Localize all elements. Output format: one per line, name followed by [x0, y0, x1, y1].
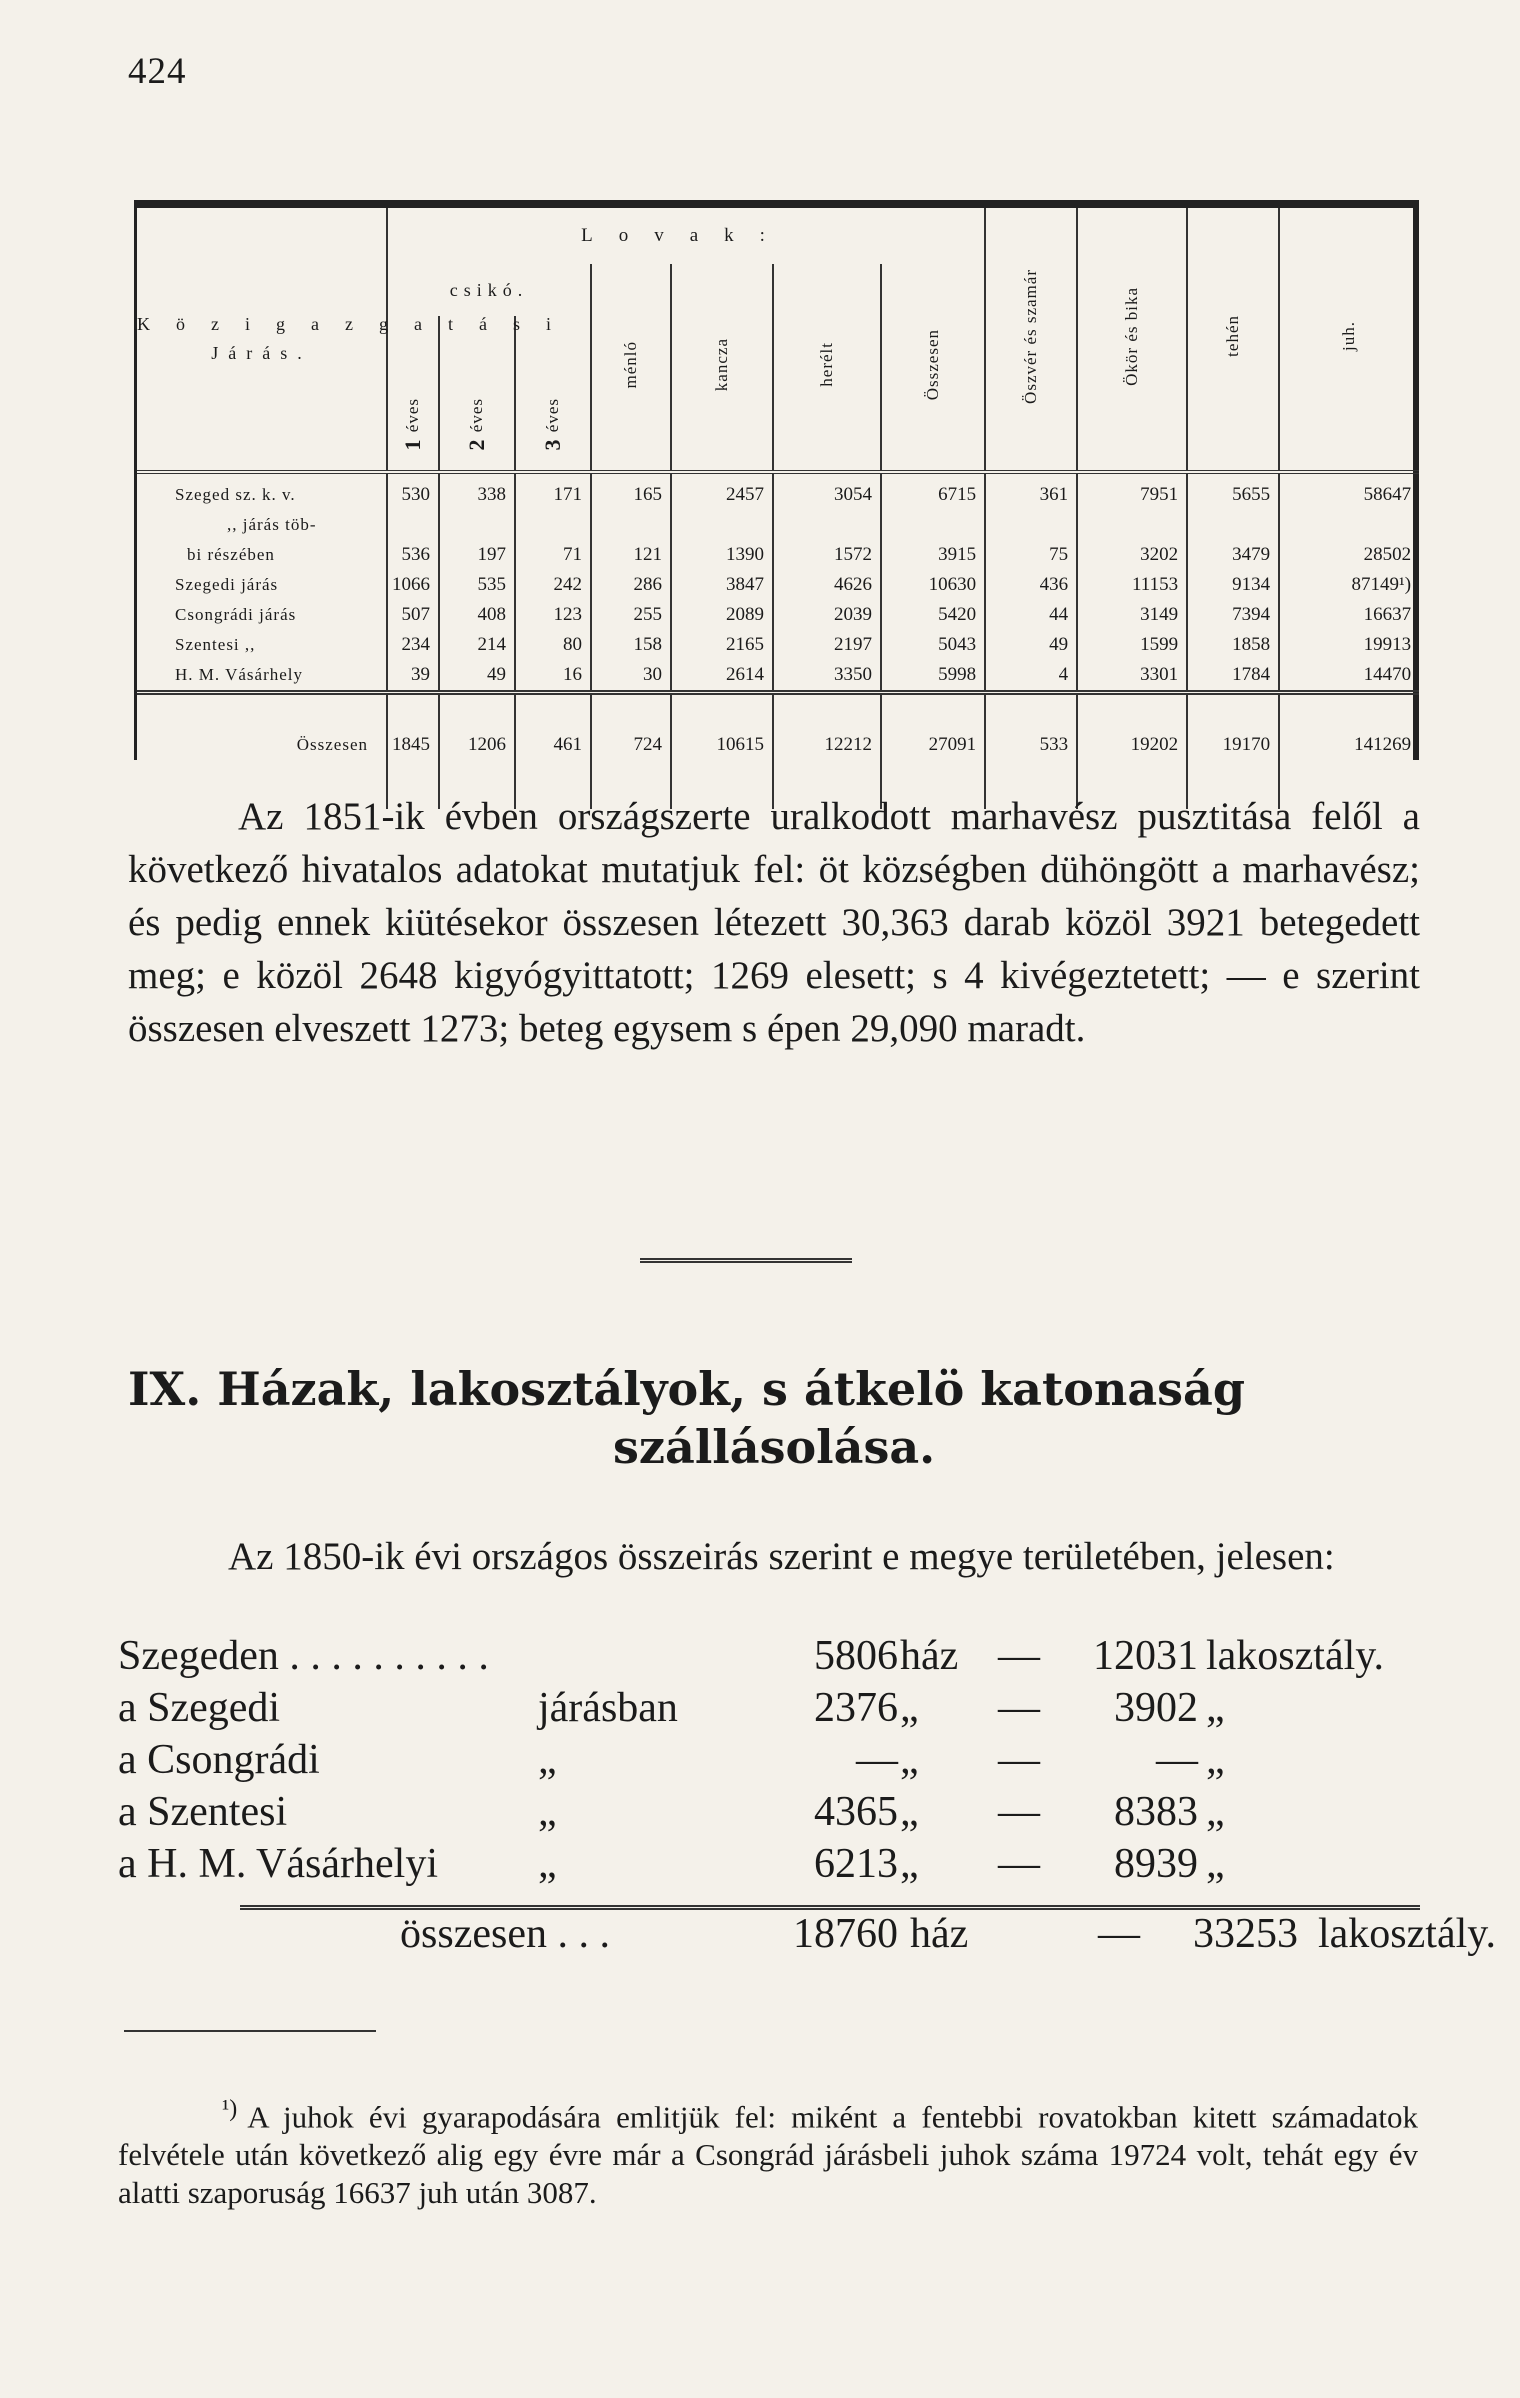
col-header-11: [1279, 208, 1419, 472]
table-cell: 10630: [881, 570, 985, 600]
table-cell: 255: [591, 600, 671, 630]
table-row: [137, 570, 1419, 600]
header-rule-cell: [439, 472, 515, 480]
housing-row: [118, 1684, 1428, 1736]
table-cell: 507: [387, 600, 439, 630]
section-title-line1: IX. Házak, lakosztályok, s átkelö katonaság: [128, 1362, 1246, 1416]
table-cell: 5998: [881, 660, 985, 693]
table-cell: 3847: [671, 570, 773, 600]
section-title-line2: szállásolása.: [613, 1420, 936, 1474]
total-cell: 1206: [439, 725, 515, 765]
table-cell: 165: [591, 480, 671, 510]
table-cell: [1187, 510, 1279, 540]
header-rule-row: [137, 472, 1419, 480]
col-header-9: [1077, 208, 1187, 472]
total-separator-cell: [591, 693, 671, 726]
table-cell: 9134: [1187, 570, 1279, 600]
total-separator-row: [137, 693, 1419, 726]
col-header-7-label: Összesen: [922, 328, 942, 401]
housing-dash: —: [998, 1841, 1040, 1887]
table-cell: 3202: [1077, 540, 1187, 570]
total-cell: 10615: [671, 725, 773, 765]
row-label: H. M. Vásárhely: [175, 665, 303, 684]
table-cell: 58647: [1279, 480, 1419, 510]
header-rule-cell: [671, 472, 773, 480]
livestock-table-grid: [137, 208, 1419, 809]
table-cell: [1279, 510, 1419, 540]
section-divider: [640, 1258, 852, 1263]
table-row: [137, 630, 1419, 660]
table-cell: 3350: [773, 660, 881, 693]
table-row: [137, 480, 1419, 510]
housing-row: [118, 1788, 1428, 1840]
housing-list: [118, 1632, 1428, 1892]
housing-name: Szegeden . . . . . . . . . .: [118, 1633, 489, 1679]
col-header-6-label: herélt: [816, 342, 836, 387]
housing-total-pop-unit: lakosztály.: [1318, 1911, 1497, 1957]
table-cell: [1077, 510, 1187, 540]
col-header-10: [1187, 208, 1279, 472]
total-separator-cell: [985, 693, 1077, 726]
total-separator-cell: [439, 693, 515, 726]
section-title: [128, 1360, 1428, 1476]
table-cell: [439, 510, 515, 540]
table-cell: 3149: [1077, 600, 1187, 630]
table-cell: 5420: [881, 600, 985, 630]
col-header-8-label: Öszvér és szamár: [1020, 268, 1040, 404]
group-header-horses: Lovak:: [387, 208, 985, 264]
housing-row: [118, 1632, 1428, 1684]
table-cell: 30: [591, 660, 671, 693]
table-cell: 5043: [881, 630, 985, 660]
header-rule-cell: [515, 472, 591, 480]
header-rule-cell: [1077, 472, 1187, 480]
housing-pop-unit: „: [1206, 1789, 1225, 1835]
housing-district: „: [538, 1841, 557, 1887]
housing-total-dash: —: [1098, 1911, 1140, 1957]
housing-dash: —: [998, 1633, 1040, 1679]
header-rule-cell: [881, 472, 985, 480]
total-cell: 27091: [881, 725, 985, 765]
table-cell: 214: [439, 630, 515, 660]
table-cell: 530: [387, 480, 439, 510]
table-cell: 234: [387, 630, 439, 660]
table-cell: 75: [985, 540, 1077, 570]
table-cell: 536: [387, 540, 439, 570]
table-cell: 16637: [1279, 600, 1419, 630]
housing-total-label: összesen . . .: [400, 1911, 610, 1957]
header-rule-cell: [1279, 472, 1419, 480]
total-separator-cell: [137, 693, 387, 726]
table-cell: 5655: [1187, 480, 1279, 510]
table-cell: 49: [439, 660, 515, 693]
col-header-11-label: juh.: [1339, 321, 1359, 351]
cattle-plague-paragraph: Az 1851-ik évben országszerte uralkodott marhavész pusztitása felől a következő hivatalos adatokat mutatjuk fel: öt községben dühöngött a marhavész; és pedig ennek kiütésekor összesen létezett 30,363 darab közöl 3921 betegedett meg; e közöl 2648 kigyógyittatott; 1269 elesett; s 4 kivégeztetett; — e szerint összesen elveszett 1273; beteg egysem s épen 29,090 maradt.: [128, 795, 1420, 1050]
table-cell: 2614: [671, 660, 773, 693]
table-body: [137, 472, 1419, 809]
housing-count: 6213: [814, 1841, 898, 1887]
table-cell: 80: [515, 630, 591, 660]
table-cell: 16: [515, 660, 591, 693]
table-cell: 2197: [773, 630, 881, 660]
total-separator-cell: [671, 693, 773, 726]
col-header-3-label: éves: [542, 397, 562, 432]
table-cell: 123: [515, 600, 591, 630]
table-cell: [591, 510, 671, 540]
col-header-7: [881, 264, 985, 472]
table-cell: 14470: [1279, 660, 1419, 693]
header-rule-cell: [387, 472, 439, 480]
col-header-1: [387, 316, 439, 472]
header-rule-cell: [773, 472, 881, 480]
housing-name: a Szentesi: [118, 1789, 288, 1835]
housing-dash: —: [998, 1685, 1040, 1731]
table-cell: [881, 510, 985, 540]
housing-district: járásban: [538, 1685, 678, 1731]
housing-count: 2376: [814, 1685, 898, 1731]
table-cell: 1858: [1187, 630, 1279, 660]
table-cell: 71: [515, 540, 591, 570]
table-cell: 6715: [881, 480, 985, 510]
table-cell: 11153: [1077, 570, 1187, 600]
housing-count: 5806: [814, 1633, 898, 1679]
col-header-3: [515, 316, 591, 472]
col-header-10-label: tehén: [1222, 315, 1242, 357]
table-cell: 87149¹): [1279, 570, 1419, 600]
subgroup-header-foals: csikó.: [387, 264, 591, 316]
housing-unit: „: [900, 1841, 919, 1887]
table-cell: [671, 510, 773, 540]
housing-name: a Szegedi: [118, 1685, 281, 1731]
table-cell: 3301: [1077, 660, 1187, 693]
col-header-3-num: 3: [539, 437, 565, 450]
table-cell: 2089: [671, 600, 773, 630]
housing-count: 4365: [814, 1789, 898, 1835]
header-rule-cell: [591, 472, 671, 480]
table-row: [137, 510, 1419, 540]
table-cell: 39: [387, 660, 439, 693]
housing-pop-unit: lakosztály.: [1206, 1633, 1385, 1679]
table-cell: 338: [439, 480, 515, 510]
table-cell: 535: [439, 570, 515, 600]
page-number: 424: [128, 51, 187, 92]
housing-row: [118, 1840, 1428, 1892]
row-label: Csongrádi járás: [175, 605, 297, 624]
housing-district: „: [538, 1737, 557, 1783]
col-header-6: [773, 264, 881, 472]
table-cell: [773, 510, 881, 540]
table-row: [137, 540, 1419, 570]
col-header-8: [985, 208, 1077, 472]
table-cell: 28502: [1279, 540, 1419, 570]
table-cell: 1784: [1187, 660, 1279, 693]
total-separator-cell: [1077, 693, 1187, 726]
total-separator-cell: [773, 693, 881, 726]
footnote-text: A juhok évi gyarapodására emlitjük fel: miként a fentebbi rovatokban kitett számadatok felvétele után következő alig egy évre már a Csongrád járásbeli juhok száma 19724 volt, tehát egy év alatti szaporuság 16637 juh után 3087.: [118, 2099, 1418, 2211]
col-header-9-label: Ökör és bika: [1121, 286, 1141, 386]
housing-unit: „: [900, 1789, 919, 1835]
total-cell: 1845: [387, 725, 439, 765]
housing-pop: 3902: [1114, 1685, 1198, 1731]
table-cell: 4: [985, 660, 1077, 693]
table-cell: 158: [591, 630, 671, 660]
header-rule-cell: [1187, 472, 1279, 480]
table-cell: 286: [591, 570, 671, 600]
total-separator-cell: [1279, 693, 1419, 726]
table-cell: 2457: [671, 480, 773, 510]
table-cell: 2039: [773, 600, 881, 630]
total-cell: 12212: [773, 725, 881, 765]
label-header-line1: Közigazgatási: [137, 314, 577, 335]
housing-total-unit: ház: [910, 1911, 969, 1957]
table-cell: 242: [515, 570, 591, 600]
col-header-4-label: ménló: [620, 340, 640, 389]
table-cell: 408: [439, 600, 515, 630]
table-cell: 3915: [881, 540, 985, 570]
col-header-2: [439, 316, 515, 472]
housing-total-row: [118, 1910, 1497, 1962]
col-header-1-num: 1: [399, 437, 425, 450]
housing-name: a Csongrádi: [118, 1737, 320, 1783]
table-cell: 197: [439, 540, 515, 570]
housing-dash: —: [998, 1789, 1040, 1835]
total-cell: 724: [591, 725, 671, 765]
table-row: [137, 660, 1419, 693]
table-cell: 1066: [387, 570, 439, 600]
table-cell: 19913: [1279, 630, 1419, 660]
total-cell: 141269: [1279, 725, 1419, 765]
housing-pop-unit: „: [1206, 1737, 1225, 1783]
col-header-2-label: éves: [466, 397, 486, 432]
col-header-4: [591, 264, 671, 472]
footnote: [118, 2090, 1418, 2212]
housing-unit: „: [900, 1685, 919, 1731]
table-row: [137, 600, 1419, 630]
table-cell: 44: [985, 600, 1077, 630]
total-cell: 533: [985, 725, 1077, 765]
housing-unit: „: [900, 1737, 919, 1783]
table-cell: 1599: [1077, 630, 1187, 660]
table-cell: 171: [515, 480, 591, 510]
col-header-1-label: éves: [402, 397, 422, 432]
row-label: Szegedi járás: [175, 575, 279, 594]
total-separator-cell: [1187, 693, 1279, 726]
housing-unit: ház: [900, 1633, 959, 1679]
col-header-2-num: 2: [463, 437, 489, 450]
housing-count: —: [856, 1737, 898, 1783]
table-cell: 1572: [773, 540, 881, 570]
footnote-rule: [124, 2030, 376, 2032]
table-cell: 7951: [1077, 480, 1187, 510]
table-cell: [515, 510, 591, 540]
footnote-mark: ¹): [222, 2096, 238, 2122]
col-header-5: [671, 264, 773, 472]
table-cell: 3054: [773, 480, 881, 510]
row-label: ,, járás töb-: [227, 515, 317, 534]
total-cell: 461: [515, 725, 591, 765]
col-header-5-label: kancza: [711, 337, 731, 392]
housing-district: „: [538, 1789, 557, 1835]
housing-total-count: 18760: [793, 1911, 898, 1957]
housing-pop-unit: „: [1206, 1841, 1225, 1887]
table-cell: 3479: [1187, 540, 1279, 570]
table-cell: 7394: [1187, 600, 1279, 630]
housing-pop: —: [1156, 1737, 1198, 1783]
row-label: bi részében: [187, 545, 275, 564]
header-rule-cell: [137, 472, 387, 480]
table-cell: 49: [985, 630, 1077, 660]
table-cell: [985, 510, 1077, 540]
table-cell: 436: [985, 570, 1077, 600]
housing-name: a H. M. Vásárhelyi: [118, 1841, 438, 1887]
housing-pop: 8939: [1114, 1841, 1198, 1887]
table-cell: 361: [985, 480, 1077, 510]
total-separator-cell: [881, 693, 985, 726]
label-header-line2: Járás.: [211, 343, 312, 363]
total-cell: 19170: [1187, 725, 1279, 765]
housing-row: [118, 1736, 1428, 1788]
total-label: Összesen: [296, 735, 368, 754]
housing-pop-unit: „: [1206, 1685, 1225, 1731]
housing-pop: 12031: [1093, 1633, 1198, 1679]
table-cell: 121: [591, 540, 671, 570]
row-label: Szeged sz. k. v.: [175, 485, 296, 504]
housing-dash: —: [998, 1737, 1040, 1783]
table-cell: 1390: [671, 540, 773, 570]
housing-pop: 8383: [1114, 1789, 1198, 1835]
row-label: Szentesi ,,: [175, 635, 256, 654]
table-cell: 2165: [671, 630, 773, 660]
table-cell: [387, 510, 439, 540]
livestock-table: [134, 200, 1419, 760]
total-separator-cell: [515, 693, 591, 726]
census-intro-paragraph: Az 1850-ik évi országos összeirás szerint e megye területében, jelesen:: [228, 1535, 1335, 1578]
total-separator-cell: [387, 693, 439, 726]
table-total-row: [137, 725, 1419, 765]
housing-total-pop: 33253: [1193, 1911, 1298, 1957]
header-rule-cell: [985, 472, 1077, 480]
table-cell: 4626: [773, 570, 881, 600]
total-cell: 19202: [1077, 725, 1187, 765]
